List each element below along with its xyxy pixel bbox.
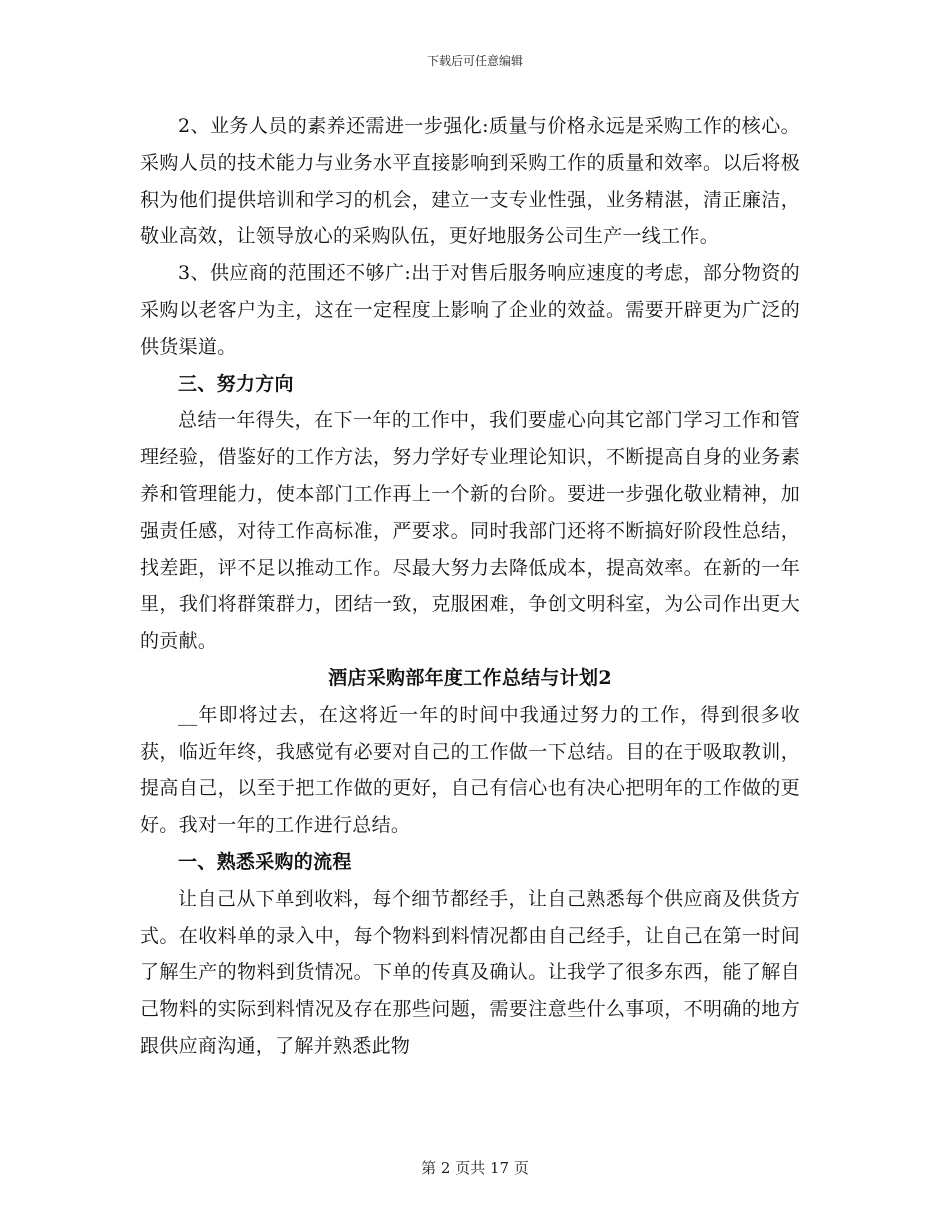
document-body [140,108,800,1065]
page-header-note: 下载后可任意编辑 [426,54,523,68]
paragraph-direction: 总结一年得失，在下一年的工作中，我们要虚心向其它部门学习工作和管理经验，借鉴好的工作方法，努力学好专业理论知识，不断提高自身的业务素养和管理能力，使本部门工作再上一个新的台阶。要进一步强化敬业精神，加强责任感，对待工作高标准，严要求。同时我部门还将不断搞好阶段性总结，找差距，评不足以推动工作。尽最大努力去降低成本，提高效率。在新的一年里，我们将群策群力，团结一致，克服困难，争创文明科室，为公司作出更大的贡献。 [140,409,800,653]
paragraph-process: 让自己从下单到收料，每个细节都经手，让自己熟悉每个供应商及供货方式。在收料单的录入中，每个物料到料情况都由自己经手，让自己在第一时间了解生产的物料到货情况。下单的传真及确认。让我学了很多东西，能了解自己物料的实际到料情况及存在那些问题，需要注意些什么事项，不明确的地方跟供应商沟通，了解并熟悉此物 [140,887,800,1057]
paragraph-supplier-range: 3、供应商的范围还不够广:出于对售后服务响应速度的考虑，部分物资的采购以老客户为主，这在一定程度上影响了企业的效益。需要开辟更为广泛的供货渠道。 [140,262,800,358]
section-heading-direction: 三、努力方向 [178,372,294,395]
section-heading-process: 一、熟悉采购的流程 [178,850,352,873]
page-number-footer: 第 2 页共 17 页 [421,1159,529,1177]
document-title-2: 酒店采购部年度工作总结与计划2 [328,666,612,689]
paragraph-staff-quality: 2、业务人员的素养还需进一步强化:质量与价格永远是采购工作的核心。采购人员的技术能力与业务水平直接影响到采购工作的质量和效率。以后将极积为他们提供培训和学习的机会，建立一支专业性强，业务精湛，清正廉洁，敬业高效，让领导放心的采购队伍，更好地服务公司生产一线工作。 [140,115,800,248]
paragraph-intro: __年即将过去，在这将近一年的时间中我通过努力的工作，得到很多收获，临近年终，我感觉有必要对自己的工作做一下总结。目的在于吸取教训，提高自己，以至于把工作做的更好，自己有信心也有决心把明年的工作做的更好。我对一年的工作进行总结。 [140,703,800,837]
